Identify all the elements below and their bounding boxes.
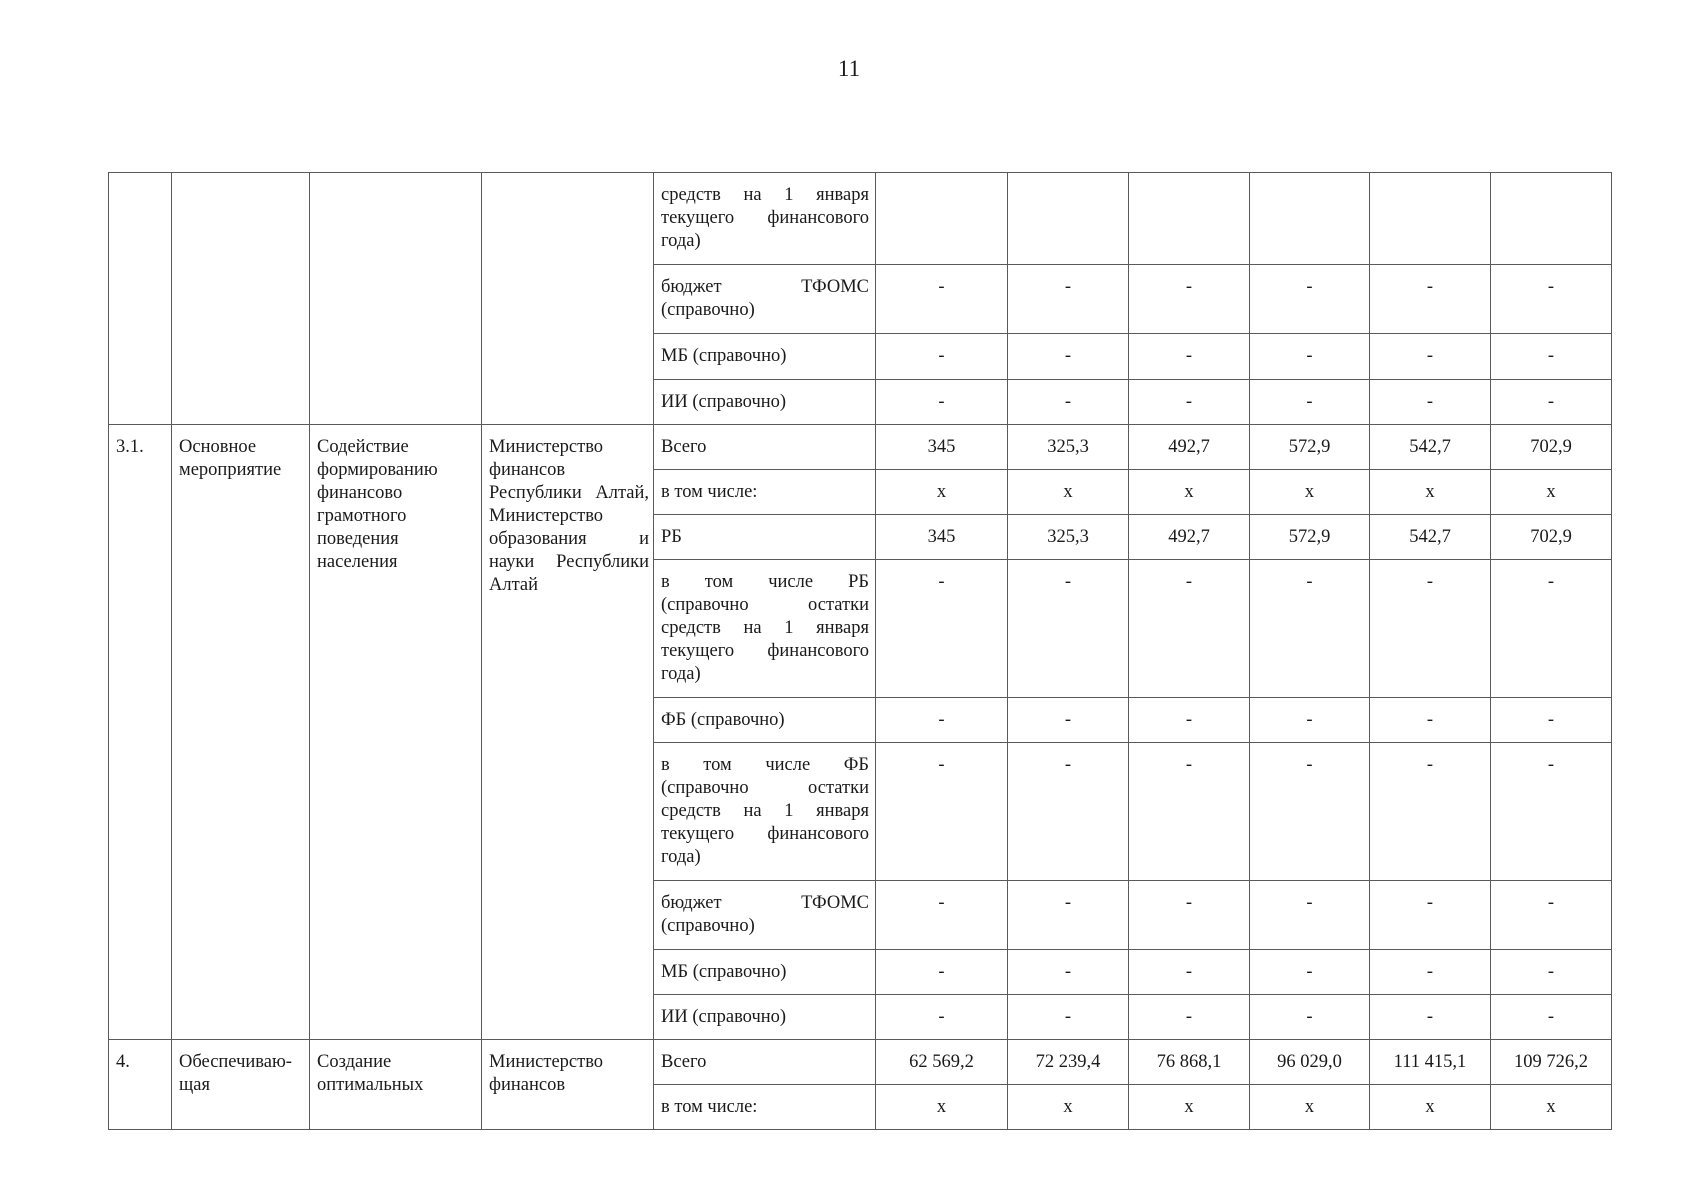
value-cell: - — [876, 560, 1008, 698]
value-cell: 96 029,0 — [1250, 1040, 1370, 1085]
number-cell — [109, 173, 172, 425]
source-cell: Всего — [654, 1040, 876, 1085]
source-cell: Всего — [654, 425, 876, 470]
value-cell: 109 726,2 — [1491, 1040, 1612, 1085]
value-cell: - — [1008, 743, 1129, 881]
value-cell: - — [876, 743, 1008, 881]
table-row — [109, 173, 1612, 265]
value-cell: х — [1370, 1085, 1491, 1130]
item-name: Содействие формированию финансово грамотного поведения населения — [310, 425, 482, 1040]
value-cell: - — [1370, 334, 1491, 380]
value-cell: х — [1250, 470, 1370, 515]
value-cell: - — [1491, 950, 1612, 995]
value-cell: - — [876, 950, 1008, 995]
value-cell: - — [876, 380, 1008, 425]
value-cell: 345 — [876, 515, 1008, 560]
value-cell — [1008, 173, 1129, 265]
value-cell: х — [876, 1085, 1008, 1130]
value-cell: 572,9 — [1250, 515, 1370, 560]
value-cell: - — [1008, 950, 1129, 995]
value-cell: 345 — [876, 425, 1008, 470]
value-cell: - — [1008, 881, 1129, 950]
source-cell: бюджет ТФОМС (справочно) — [654, 881, 876, 950]
item-name: Создание оптимальных — [310, 1040, 482, 1130]
value-cell: х — [1129, 1085, 1250, 1130]
item-type: Основное мероприятие — [172, 425, 310, 1040]
item-type-line: щая — [179, 1075, 210, 1095]
value-cell: - — [1250, 881, 1370, 950]
table-row — [109, 425, 1612, 470]
item-executor: Министерство финансов — [482, 1040, 654, 1130]
source-cell: ФБ (справочно) — [654, 698, 876, 743]
value-cell: - — [1250, 334, 1370, 380]
item-number: 4. — [109, 1040, 172, 1130]
value-cell: - — [1008, 380, 1129, 425]
value-cell: 76 868,1 — [1129, 1040, 1250, 1085]
source-cell: в том числе: — [654, 470, 876, 515]
value-cell: - — [1370, 698, 1491, 743]
value-cell: - — [876, 334, 1008, 380]
value-cell: - — [1370, 950, 1491, 995]
value-cell: 572,9 — [1250, 425, 1370, 470]
value-cell: - — [1370, 380, 1491, 425]
value-cell: - — [1129, 560, 1250, 698]
source-cell: МБ (справочно) — [654, 334, 876, 380]
source-cell: РБ — [654, 515, 876, 560]
value-cell: - — [1250, 380, 1370, 425]
item-type — [172, 1040, 310, 1130]
value-cell: - — [1370, 995, 1491, 1040]
item-type-line: Обеспечиваю- — [179, 1052, 292, 1072]
value-cell: - — [876, 995, 1008, 1040]
value-cell: - — [1491, 560, 1612, 698]
value-cell: 542,7 — [1370, 425, 1491, 470]
value-cell: 72 239,4 — [1008, 1040, 1129, 1085]
value-cell: - — [1129, 995, 1250, 1040]
value-cell: - — [1129, 380, 1250, 425]
value-cell: - — [1250, 950, 1370, 995]
item-number: 3.1. — [109, 425, 172, 1040]
table-row — [109, 1040, 1612, 1085]
value-cell: - — [1491, 698, 1612, 743]
value-cell: - — [1370, 265, 1491, 334]
source-cell: в том числе РБ (справочно остатки средств на 1 января текущего финансового года) — [654, 560, 876, 698]
value-cell: - — [1129, 743, 1250, 881]
value-cell: 325,3 — [1008, 425, 1129, 470]
value-cell — [1370, 173, 1491, 265]
value-cell: - — [1008, 995, 1129, 1040]
value-cell: 62 569,2 — [876, 1040, 1008, 1085]
source-cell: бюджет ТФОМС (справочно) — [654, 265, 876, 334]
value-cell: х — [1008, 1085, 1129, 1130]
value-cell — [1491, 173, 1612, 265]
item-executor: Министерство финансов Республики Алтай, Министерство образования и науки Республики Алтай — [482, 425, 654, 1040]
value-cell: х — [1008, 470, 1129, 515]
value-cell: - — [1250, 265, 1370, 334]
value-cell: - — [1491, 334, 1612, 380]
financing-table — [108, 172, 1612, 1130]
value-cell — [1250, 173, 1370, 265]
value-cell: - — [1250, 995, 1370, 1040]
source-cell: МБ (справочно) — [654, 950, 876, 995]
value-cell: х — [1491, 1085, 1612, 1130]
value-cell: - — [1491, 995, 1612, 1040]
source-cell: ИИ (справочно) — [654, 995, 876, 1040]
source-cell: в том числе ФБ (справочно остатки средств на 1 января текущего финансового года) — [654, 743, 876, 881]
value-cell: - — [1491, 743, 1612, 881]
value-cell: - — [1008, 560, 1129, 698]
value-cell: 542,7 — [1370, 515, 1491, 560]
source-cell: ИИ (справочно) — [654, 380, 876, 425]
value-cell: - — [876, 698, 1008, 743]
type-cell — [172, 173, 310, 425]
value-cell: - — [1370, 881, 1491, 950]
value-cell: - — [1250, 560, 1370, 698]
value-cell: - — [1008, 334, 1129, 380]
value-cell: х — [1129, 470, 1250, 515]
value-cell: 325,3 — [1008, 515, 1129, 560]
table-body — [109, 173, 1612, 1130]
value-cell: - — [1129, 265, 1250, 334]
value-cell: 492,7 — [1129, 515, 1250, 560]
page-number: 11 — [837, 56, 861, 81]
value-cell: - — [1370, 743, 1491, 881]
value-cell: - — [876, 881, 1008, 950]
value-cell: - — [1008, 698, 1129, 743]
value-cell: х — [1250, 1085, 1370, 1130]
value-cell — [876, 173, 1008, 265]
value-cell — [1129, 173, 1250, 265]
value-cell: - — [1250, 743, 1370, 881]
value-cell: 492,7 — [1129, 425, 1250, 470]
value-cell: - — [1491, 881, 1612, 950]
source-cell: в том числе: — [654, 1085, 876, 1130]
value-cell: - — [1491, 380, 1612, 425]
value-cell: х — [1370, 470, 1491, 515]
value-cell: 702,9 — [1491, 425, 1612, 470]
value-cell: 111 415,1 — [1370, 1040, 1491, 1085]
value-cell: - — [876, 265, 1008, 334]
value-cell: 702,9 — [1491, 515, 1612, 560]
value-cell: - — [1129, 950, 1250, 995]
name-cell — [310, 173, 482, 425]
value-cell: - — [1129, 334, 1250, 380]
value-cell: х — [1491, 470, 1612, 515]
value-cell: - — [1008, 265, 1129, 334]
value-cell: х — [876, 470, 1008, 515]
value-cell: - — [1129, 698, 1250, 743]
value-cell: - — [1129, 881, 1250, 950]
value-cell: - — [1491, 265, 1612, 334]
value-cell: - — [1250, 698, 1370, 743]
source-cell: средств на 1 января текущего финансового года) — [654, 173, 876, 265]
value-cell: - — [1370, 560, 1491, 698]
executor-cell — [482, 173, 654, 425]
